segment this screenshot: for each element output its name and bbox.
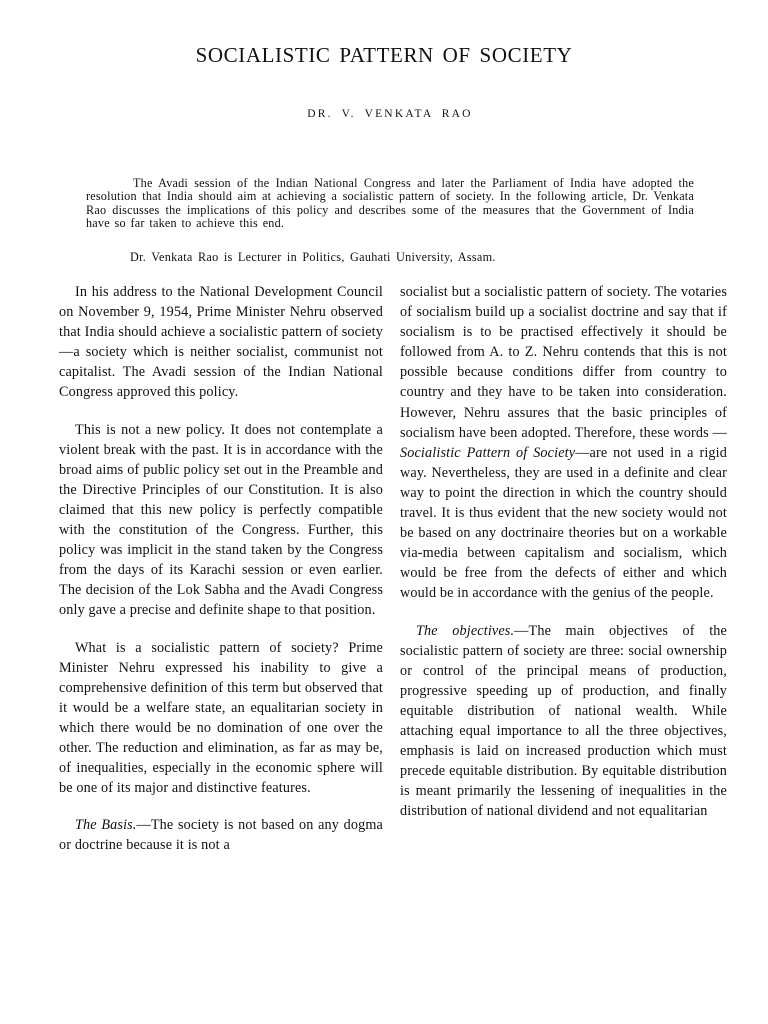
paragraph: This is not a new policy. It does not contemplate a violent break with the past. It is in accordance with the broad aims of public policy set out in the Preamble and the Directive Principles of our Constitution. It is also claimed that this new policy is perfectly compatible with the constitution of the Congress. Further, this policy was implicit in the stand taken by the Congress from the days of its Karachi session or even earlier. The decision of the Lok Sabha and the Avadi Congress only gave a precise and definite shape to that position. xyxy=(59,421,383,619)
paragraph: In his address to the National Development Council on November 9, 1954, Prime Minister Nehru observed that India should achieve a socialistic pattern of society—a society which is neither socialist, communist not capitalist. The Avadi session of the Indian National Congress approved this policy. xyxy=(59,284,383,401)
right-column xyxy=(400,282,727,838)
author-affiliation: Dr. Venkata Rao is Lecturer in Politics, Gauhati University, Assam. xyxy=(130,250,496,264)
italic-phrase: Socialistic Pattern of Society xyxy=(400,444,576,461)
paragraph-text: —are not used in a rigid way. Nevertheless, they are used in a definite and clear way to point the direction in which the country should travel. It is thus evident that the new society would not be based on any doctrinaire theories but on a workable via-media between capitalism and socialism, which would be free from the defects of either and which would be in accordance with the genius of the people. xyxy=(400,444,727,602)
section-heading-objectives: The objectives. xyxy=(416,622,515,639)
paragraph: What is a socialistic pattern of society? Prime Minister Nehru expressed his inability to give a comprehensive definition of this term but observed that it would be a welfare state, an equalitarian society in which there would be no domination of one over the other. The reduction and elimination, as far as may be, of inequalities, especially in the economic sphere will be one of its major and distinctive features. xyxy=(59,639,383,797)
article-author: DR. V. VENKATA RAO xyxy=(307,108,473,120)
paragraph xyxy=(400,621,727,822)
section-heading-basis: The Basis. xyxy=(75,817,137,834)
paragraph-text: —The society is not based on any dogma or doctrine because it is not a xyxy=(59,817,384,854)
paragraph-text: socialist but a socialistic pattern of society. The votaries of socialism build up a socialist doctrine and say that if socialism is to be practised effectively it should be followed from A. to Z. Nehru contends that this is not possible because conditions differ from country to country and they have to be taken into consideration. However, Nehru assures that the basic principles of socialism have been adopted. Therefore, these words — xyxy=(400,284,727,441)
paragraph xyxy=(59,815,383,855)
abstract-text: The Avadi session of the Indian National Congress and later the Parliament of India have adopted the resolution that India should aim at achieving a socialistic pattern of society. In the following article, Dr. Venkata Rao discusses the implications of this policy and describes some of the measures that the Government of India have so far taken to achieve this end. xyxy=(86,176,694,231)
paragraph-text: —The main objectives of the socialistic pattern of society are three: social ownership or control of the principal means of production, progressive speeding up of production, and finally equitable distribution of national wealth. While attaching equal importance to all the three objectives, emphasis is laid on increased production which must precede equitable distribution. By equitable distribution is meant primarily the lessening of inequalities in the distribution of national dividend and not equalitarian xyxy=(400,622,727,820)
article-title: SOCIALISTIC PATTERN OF SOCIETY xyxy=(195,43,573,67)
article-abstract xyxy=(86,177,694,231)
paragraph xyxy=(400,282,727,604)
left-column xyxy=(59,282,383,872)
